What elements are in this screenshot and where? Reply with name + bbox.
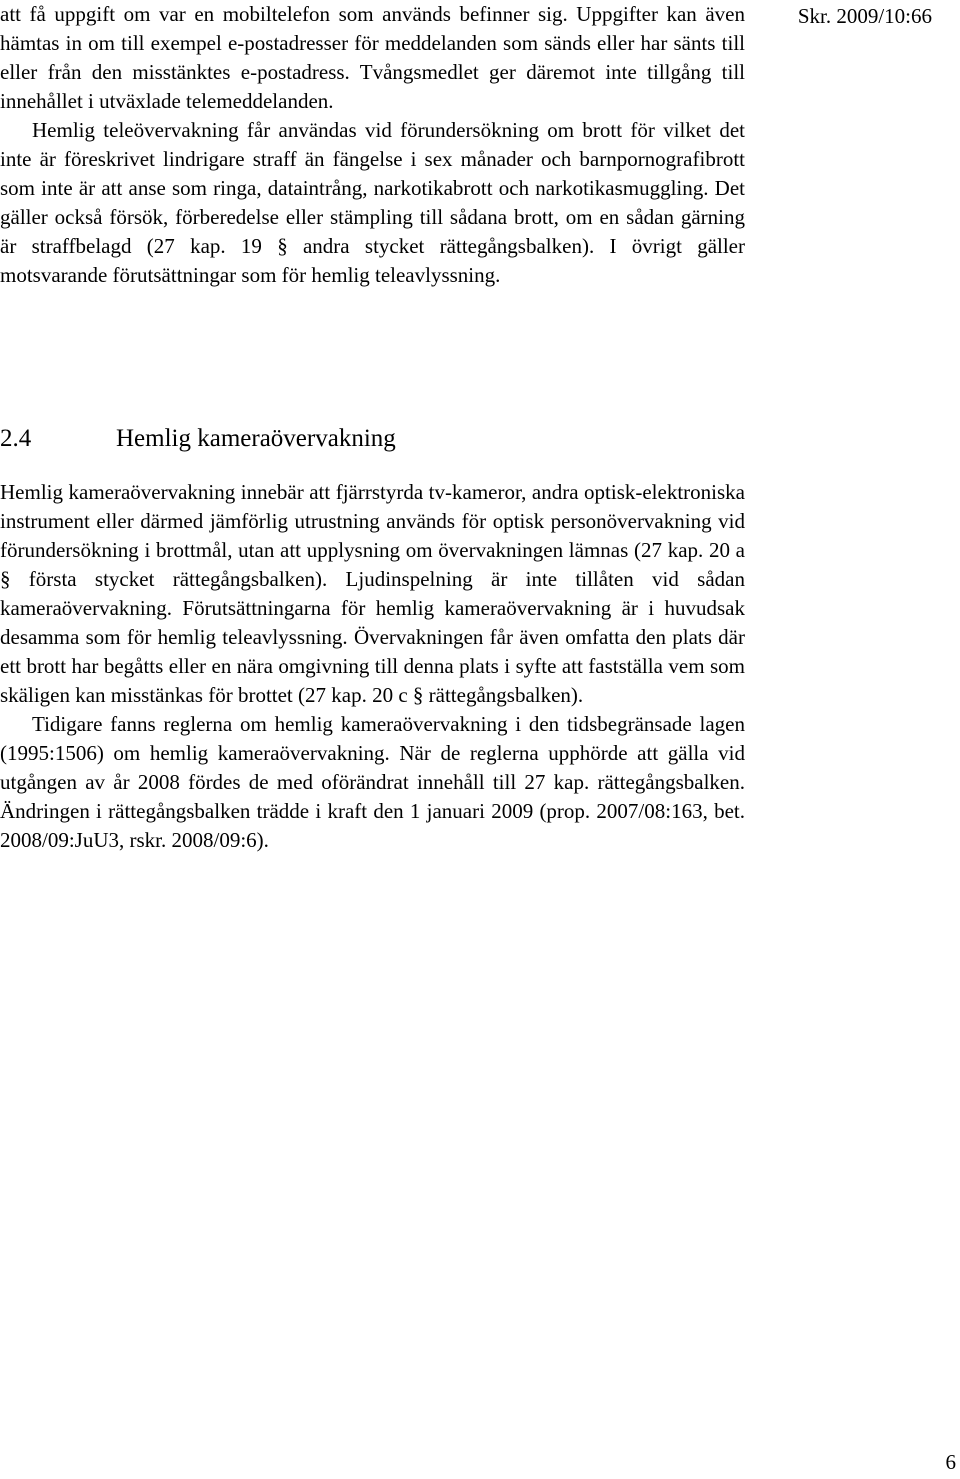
intro-paragraph-1: att få uppgift om var en mobiltelefon som används befinner sig. Uppgifter kan även hämtas in om till exempel e-postadresser för meddelanden som sänds eller har sänts till eller från den misstänktes e-postadress. Tvångsmedlet ger däremot inte tillgång till innehållet i utväxlade telemeddelanden.: [0, 2, 745, 113]
section-title: Hemlig kameraövervakning: [116, 425, 396, 452]
section-body: [0, 478, 745, 855]
section-heading: [0, 423, 745, 455]
section-paragraph-2: Tidigare fanns reglerna om hemlig kameraövervakning i den tidsbegränsade lagen (1995:1506) om hemlig kameraövervakning. När de reglerna upphörde att gälla vid utgången av år 2008 fördes de med oförändrat innehåll till 27 kap. rättegångsbalken. Ändringen i rättegångsbalken trädde i kraft den 1 januari 2009 (prop. 2007/08:163, bet. 2008/09:JuU3, rskr. 2008/09:6).: [0, 712, 745, 852]
page-number: 6: [945, 1450, 956, 1474]
intro-text: [0, 0, 745, 290]
section-number: 2.4: [0, 425, 32, 452]
intro-paragraph-2: Hemlig teleövervakning får användas vid förundersökning om brott för vilket det inte är föreskrivet lindrigare straff än fängelse i sex månader och barnpornografibrott som inte är att anse som ringa, dataintrång, narkotikabrott och narkotikasmuggling. Det gäller också försök, förberedelse eller stämpling till sådana brott, om en sådan gärning är straffbelagd (27 kap. 19 § andra stycket rättegångsbalken). I övrigt gäller motsvarande förutsättningar som för hemlig teleavlyssning.: [0, 118, 745, 287]
margin-reference: Skr. 2009/10:66: [797, 4, 932, 28]
section-paragraph-1: Hemlig kameraövervakning innebär att fjärrstyrda tv-kameror, andra optisk-elektroniska instrument eller därmed jämförlig utrustning används för optisk personövervakning vid förundersökning i brottmål, utan att upplysning om övervakningen lämnas (27 kap. 20 a § första stycket rättegångsbalken). Ljudinspelning är inte tillåten vid sådan kameraövervakning. Förutsättningarna för hemlig kameraövervakning är i huvudsak desamma som för hemlig teleavlyssning. Övervakningen får även omfatta den plats där ett brott har begåtts eller en nära omgivning till denna plats i syfte att fastställa vem som skäligen kan misstänkas för brottet (27 kap. 20 c § rättegångsbalken).: [0, 480, 745, 707]
